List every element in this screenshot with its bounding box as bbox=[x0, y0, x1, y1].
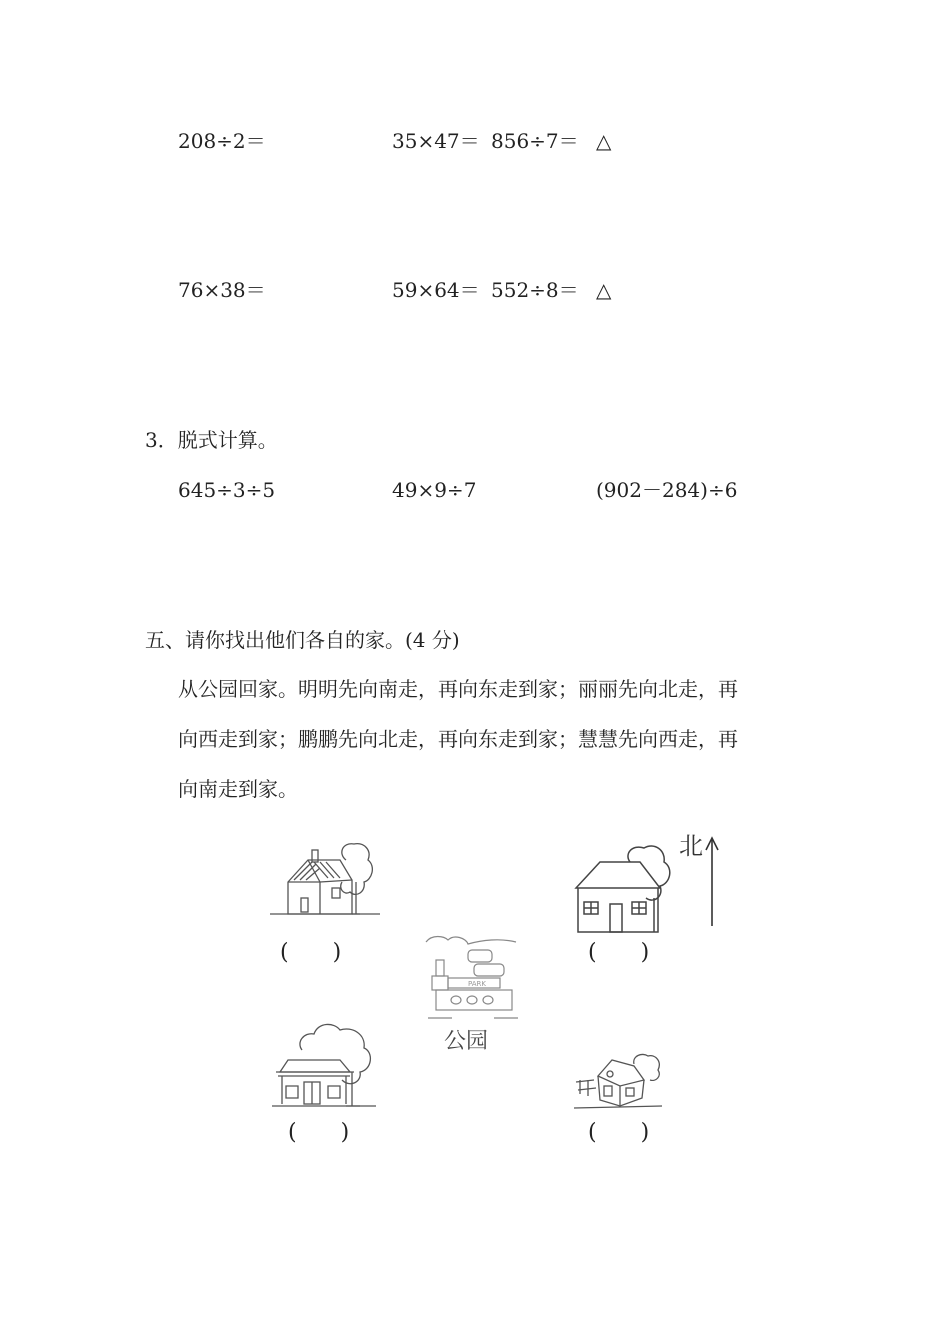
north-arrow-icon bbox=[702, 836, 722, 928]
house-bottom-right-illustration bbox=[572, 1050, 664, 1112]
section-5-heading: 五、请你找出他们各自的家。(4 分) bbox=[145, 628, 460, 652]
step-calc-item-2: 49×9÷7 bbox=[392, 478, 477, 502]
check-triangle-mark: △ bbox=[596, 129, 612, 153]
calc-208-div-2: 208÷2＝ bbox=[178, 129, 266, 153]
calc-856-div-7: 856÷7＝ bbox=[491, 129, 579, 153]
park-sign-text: PARK bbox=[468, 980, 487, 988]
check-triangle-mark: △ bbox=[596, 278, 612, 302]
step-calc-item-3: (902－284)÷6 bbox=[596, 478, 738, 502]
calc-35-times-47: 35×47＝ bbox=[392, 129, 480, 153]
calc-59-times-64: 59×64＝ bbox=[392, 278, 480, 302]
calc-552-div-8: 552÷8＝ bbox=[491, 278, 579, 302]
question-text-line: 从公园回家。明明先向南走，再向东走到家；丽丽先向北走，再 bbox=[178, 677, 738, 701]
question-3-title: 3．脱式计算。 bbox=[145, 428, 278, 452]
house-bottom-left-illustration bbox=[270, 1020, 380, 1112]
answer-blank-bottom-left[interactable]: ( ) bbox=[288, 1120, 350, 1145]
answer-blank-bottom-right[interactable]: ( ) bbox=[588, 1120, 650, 1145]
answer-blank-top-right[interactable]: ( ) bbox=[588, 940, 650, 965]
north-label: 北 bbox=[679, 832, 703, 860]
question-text-line: 向西走到家；鹏鹏先向北走，再向东走到家；慧慧先向西走，再 bbox=[178, 727, 738, 751]
answer-blank-top-left[interactable]: ( ) bbox=[280, 940, 342, 965]
house-top-left-illustration bbox=[268, 840, 383, 920]
step-calc-item-1: 645÷3÷5 bbox=[178, 478, 276, 502]
park-illustration bbox=[422, 934, 522, 1026]
house-top-right-illustration bbox=[570, 840, 680, 940]
calc-76-times-38: 76×38＝ bbox=[178, 278, 266, 302]
park-label: 公园 bbox=[444, 1029, 489, 1054]
question-text-line: 向南走到家。 bbox=[178, 777, 298, 801]
